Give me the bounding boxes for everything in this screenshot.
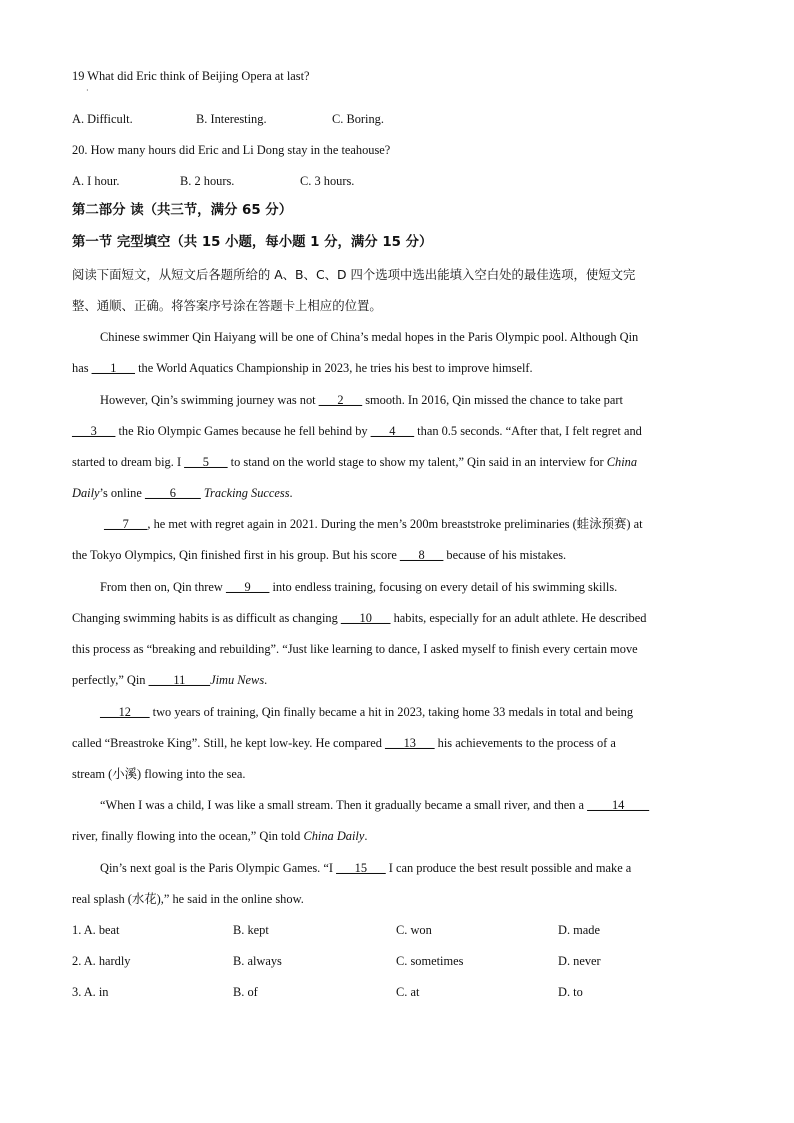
question-19: 19 What did Eric think of Beijing Opera at last? <box>72 69 310 83</box>
text: . <box>264 673 268 687</box>
source-name: China Daily <box>303 829 365 843</box>
text: habits, especially for an adult athlete. He described <box>390 611 647 625</box>
passage-line <box>100 392 623 408</box>
text: ’s online <box>99 486 145 500</box>
q19-option-a: A. Difficult. <box>72 112 133 126</box>
q19-option-b: B. Interesting. <box>196 112 267 126</box>
blank-2: ___2___ <box>318 393 363 407</box>
blank-4: ___4___ <box>370 424 415 438</box>
passage-line <box>72 454 637 470</box>
answer-3-c: C. at <box>396 985 420 999</box>
passage-line <box>100 579 617 595</box>
blank-3: ___3___ <box>72 424 116 438</box>
text: . <box>364 829 368 843</box>
blank-13: ___13___ <box>384 736 435 750</box>
passage-line <box>100 704 633 720</box>
text: “When I was a child, I was like a small stream. Then it gradually became a small river, and then a <box>100 798 588 812</box>
text: I can produce the best result possible and make a <box>385 861 632 875</box>
text: his achievements to the process of a <box>434 736 616 750</box>
text: has <box>72 361 92 375</box>
passage-line <box>72 485 293 501</box>
blank-10: ___10___ <box>340 611 391 625</box>
answer-2-a: 2. A. hardly <box>72 954 131 968</box>
text: the Rio Olympic Games because he fell behind by <box>115 424 371 438</box>
section-title: 第二部分 读（共三节，满分 65 分） <box>72 203 293 218</box>
blank-12: ___12___ <box>100 705 150 719</box>
passage-line: Chinese swimmer Qin Haiyang will be one of China’s medal hopes in the Paris Olympic pool. Although Qin <box>100 330 639 344</box>
text: two years of training, Qin finally became a hit in 2023, taking home 33 medals in total and being <box>149 705 634 719</box>
source-name: Jimu News <box>210 673 265 687</box>
answer-2-b: B. always <box>233 954 282 968</box>
text: into endless training, focusing on every detail of his swimming skills. <box>269 580 618 594</box>
answer-3-a: 3. A. in <box>72 985 109 999</box>
q19-option-c: C. Boring. <box>332 112 384 126</box>
passage-line <box>104 516 643 532</box>
source-name: Daily <box>72 486 100 500</box>
text: Changing swimming habits is as difficult as changing <box>72 611 341 625</box>
text: Qin’s next goal is the Paris Olympic Games. “I <box>100 861 337 875</box>
subsection-title: 第一节 完型填空（共 15 小题，每小题 1 分，满分 15 分） <box>72 235 433 250</box>
answer-2-c: C. sometimes <box>396 954 464 968</box>
blank-11: ____11____ <box>148 673 211 687</box>
q20-option-a: A. I hour. <box>72 174 120 188</box>
text: From then on, Qin threw <box>100 580 226 594</box>
blank-7: ___7___ <box>104 517 148 531</box>
instructions-line-2: 整、通顺、正确。将答案序号涂在答题卡上相应的位置。 <box>72 298 382 313</box>
text: perfectly,” Qin <box>72 673 149 687</box>
text: called “Breastroke King”. Still, he kept low-key. He compared <box>72 736 385 750</box>
passage-line: stream (小溪) flowing into the sea. <box>72 767 246 781</box>
passage-line <box>72 423 642 439</box>
text: to stand on the world stage to show my talent,” Qin said in an interview for <box>227 455 607 469</box>
source-name: China <box>606 455 638 469</box>
text: smooth. In 2016, Qin missed the chance to take part <box>362 393 623 407</box>
answer-1-c: C. won <box>396 923 432 937</box>
blank-6: ____6____ <box>144 486 201 500</box>
passage-line <box>72 672 267 688</box>
text: However, Qin’s swimming journey was not <box>100 393 319 407</box>
passage-line: real splash (水花),” he said in the online show. <box>72 892 304 906</box>
answer-1-d: D. made <box>558 923 600 937</box>
passage-line <box>72 735 616 751</box>
stray-mark: · <box>86 86 89 95</box>
text: the World Aquatics Championship in 2023, he tries his best to improve himself. <box>135 361 533 375</box>
text: the Tokyo Olympics, Qin finished first in his group. But his score <box>72 548 400 562</box>
blank-8: ___8___ <box>399 548 444 562</box>
passage-line <box>72 547 566 563</box>
q20-option-b: B. 2 hours. <box>180 174 235 188</box>
answer-2-d: D. never <box>558 954 601 968</box>
text: river, finally flowing into the ocean,” Qin told <box>72 829 304 843</box>
text: than 0.5 seconds. “After that, I felt regret and <box>414 424 642 438</box>
question-20: 20. How many hours did Eric and Li Dong stay in the teahouse? <box>72 143 391 157</box>
text: because of his mistakes. <box>443 548 567 562</box>
answer-3-b: B. of <box>233 985 258 999</box>
q20-option-c: C. 3 hours. <box>300 174 355 188</box>
passage-line <box>72 828 367 844</box>
answer-1-b: B. kept <box>233 923 269 937</box>
text: . <box>289 486 293 500</box>
passage-line <box>72 610 646 626</box>
answer-1-a: 1. A. beat <box>72 923 120 937</box>
blank-14: ____14____ <box>587 798 650 812</box>
show-name: Tracking Success <box>203 486 290 500</box>
text: started to dream big. I <box>72 455 185 469</box>
blank-1: ___1___ <box>91 361 135 375</box>
instructions-line-1: 阅读下面短文，从短文后各题所给的 A、B、C、D 四个选项中选出能填入空白处的最佳选项，使短文完 <box>72 267 636 282</box>
passage-line <box>100 860 631 876</box>
passage-line <box>100 797 649 813</box>
passage-line <box>72 360 533 376</box>
passage-line: this process as “breaking and rebuilding”. “Just like learning to dance, I asked myself to finish every certain move <box>72 642 638 656</box>
text: , he met with regret again in 2021. During the men’s 200m breaststroke preliminaries (蛙泳预赛) at <box>147 517 643 531</box>
blank-15: ___15___ <box>336 861 386 875</box>
answer-3-d: D. to <box>558 985 583 999</box>
blank-9: ___9___ <box>225 580 270 594</box>
blank-5: ___5___ <box>184 455 228 469</box>
